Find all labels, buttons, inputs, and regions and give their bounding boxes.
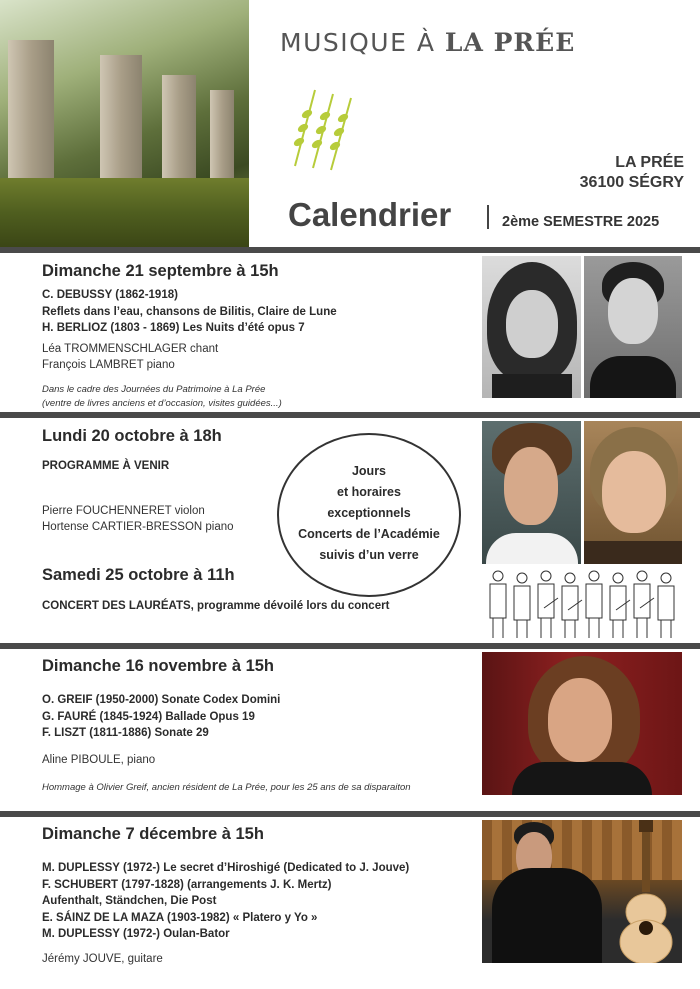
address-line: LA PRÉE bbox=[615, 154, 684, 171]
event-program: PROGRAMME À VENIR bbox=[42, 460, 170, 472]
program-line: H. BERLIOZ (1803 - 1869) Les Nuits d’été opus 7 bbox=[42, 322, 305, 334]
program-line: F. LISZT (1811-1886) Sonate 29 bbox=[42, 727, 209, 739]
event-date: Dimanche 21 septembre à 15h bbox=[42, 262, 279, 280]
program-line: Reflets dans l’eau, chansons de Bilitis, Claire de Lune bbox=[42, 305, 337, 318]
event-program bbox=[42, 860, 409, 943]
performer-photo-pianist-woman bbox=[584, 421, 682, 564]
performer-photo-violinist bbox=[482, 421, 581, 564]
section-divider bbox=[0, 811, 700, 817]
performer-photo-soprano bbox=[482, 256, 581, 398]
performer-line: Pierre FOUCHENNERET violon bbox=[42, 505, 205, 517]
brand-title: MUSIQUE À LA PRÉE bbox=[280, 28, 576, 57]
event-date: Samedi 25 octobre à 11h bbox=[42, 566, 235, 584]
guitar-icon bbox=[612, 820, 682, 963]
event-performers: Jérémy JOUVE, guitare bbox=[42, 953, 163, 965]
section-divider bbox=[0, 247, 700, 253]
event-program bbox=[42, 287, 337, 337]
program-line: M. DUPLESSY (1972-) Le secret d’Hiroshigé (Dedicated to J. Jouve) bbox=[42, 862, 410, 874]
ensemble-sketch-illustration bbox=[484, 568, 684, 640]
wheat-logo-icon bbox=[285, 84, 360, 172]
event-performers bbox=[42, 503, 234, 535]
performer-line: Léa TROMMENSCHLAGER chant bbox=[42, 343, 219, 355]
academy-callout-text: Jours et horaires exceptionnels Concerts de l’Académie suivis d’un verre bbox=[298, 463, 440, 562]
program-line: O. GREIF (1950-2000) Sonate Codex Domini bbox=[42, 694, 281, 706]
section-divider bbox=[0, 412, 700, 418]
title-divider bbox=[487, 205, 489, 229]
hero-photo-garden-pillars bbox=[0, 0, 249, 248]
academy-callout bbox=[277, 433, 461, 597]
program-line: M. DUPLESSY (1972-) Oulan-Bator bbox=[42, 928, 230, 940]
program-line: Aufenthalt, Ständchen, Die Post bbox=[42, 895, 217, 907]
event-note bbox=[42, 383, 282, 411]
program-line: G. FAURÉ (1845-1924) Ballade Opus 19 bbox=[42, 710, 255, 723]
address bbox=[580, 153, 684, 193]
event-note: Hommage à Olivier Greif, ancien résident de La Prée, pour les 25 ans de sa disparaiton bbox=[42, 782, 411, 793]
program-line: E. SÁINZ DE LA MAZA (1903-1982) « Platero y Yo » bbox=[42, 911, 318, 924]
performer-photo-pianist bbox=[584, 256, 682, 398]
event-performers: Aline PIBOULE, piano bbox=[42, 754, 156, 766]
address-line: 36100 SÉGRY bbox=[579, 174, 684, 191]
page-title: Calendrier bbox=[288, 196, 452, 233]
performer-line: François LAMBRET piano bbox=[42, 359, 175, 371]
event-performers bbox=[42, 341, 218, 373]
event-date: Dimanche 7 décembre à 15h bbox=[42, 825, 264, 843]
event-program bbox=[42, 692, 280, 742]
performer-photo-guitarist bbox=[482, 820, 682, 963]
event-program: CONCERT DES LAURÉATS, programme dévoilé lors du concert bbox=[42, 600, 390, 612]
event-date: Lundi 20 octobre à 18h bbox=[42, 427, 222, 445]
program-line: C. DEBUSSY (1862-1918) bbox=[42, 289, 178, 301]
note-line: (ventre de livres anciens et d’occasion, visites guidées...) bbox=[42, 398, 282, 409]
section-divider bbox=[0, 643, 700, 649]
event-date: Dimanche 16 novembre à 15h bbox=[42, 657, 275, 675]
performer-photo-aline-piboule bbox=[482, 652, 682, 795]
page-subtitle: 2ème SEMESTRE 2025 bbox=[502, 214, 660, 230]
program-line: F. SCHUBERT (1797-1828) (arrangements J. K. Mertz) bbox=[42, 878, 332, 891]
note-line: Dans le cadre des Journées du Patrimoine à La Prée bbox=[42, 384, 266, 395]
performer-line: Hortense CARTIER-BRESSON piano bbox=[42, 521, 234, 533]
